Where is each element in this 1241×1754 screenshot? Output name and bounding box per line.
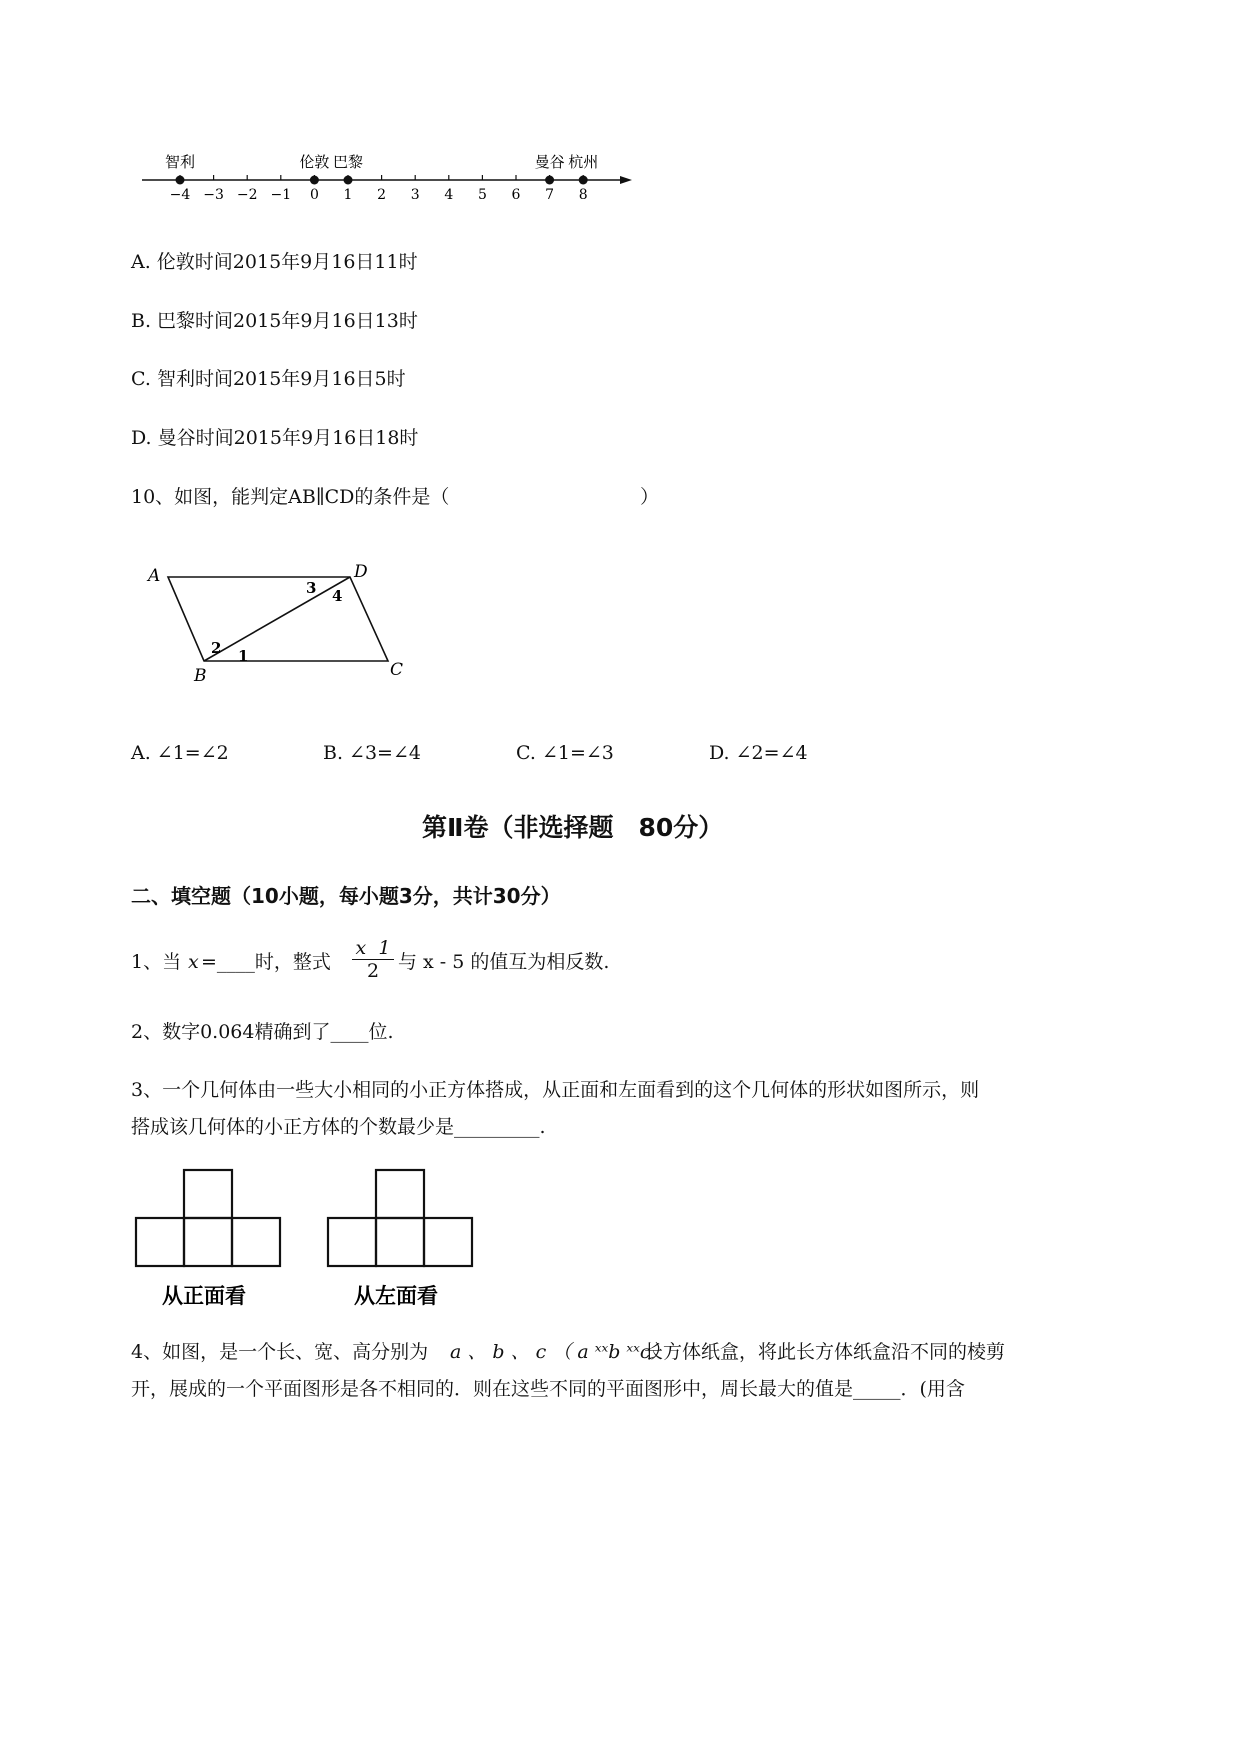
city-point — [545, 176, 554, 185]
left-view-caption: 从左面看 — [354, 1283, 438, 1308]
fill-q3-line2: 搭成该几何体的小正方体的个数最少是_________. — [131, 1116, 546, 1138]
angle-4: 4 — [332, 587, 343, 605]
fill-q1-var: x — [188, 951, 199, 973]
tick-label: 4 — [444, 187, 454, 203]
fill-q3-line1: 3、一个几何体由一些大小相同的小正方体搭成，从正面和左面看到的这个几何体的形状如图所示，则 — [131, 1079, 980, 1101]
city-label: 巴黎 — [332, 153, 364, 171]
city-point — [310, 176, 319, 185]
vertex-a: A — [148, 566, 161, 586]
question-10-stem: 10、如图，能判定AB∥CD的条件是（ — [131, 486, 450, 508]
city-point — [344, 176, 353, 185]
tick-label: 5 — [477, 187, 487, 203]
q10-option-c: C. ∠1=∠3 — [516, 742, 614, 764]
left-view — [328, 1170, 472, 1266]
q10-option-b: B. ∠3=∠4 — [323, 742, 421, 764]
fraction-numerator: x 1 — [355, 937, 391, 959]
fill-q1-suffix: 与 x - 5 的值互为相反数. — [398, 951, 610, 973]
city-point — [176, 176, 185, 185]
question-10-close: ） — [640, 486, 660, 508]
tick-label: −4 — [169, 187, 191, 203]
tick-label: 3 — [410, 187, 420, 203]
option-c: C. 智利时间2015年9月16日5时 — [131, 368, 406, 390]
q10-option-d: D. ∠2=∠4 — [709, 742, 808, 764]
cube-views-figure — [130, 1165, 490, 1315]
angle-1: 1 — [238, 647, 249, 665]
fraction-denominator: 2 — [366, 960, 380, 982]
angle-2: 2 — [211, 639, 222, 657]
fill-q1-mid: =____时，整式 — [201, 951, 331, 973]
fill-q4-vars: a 、 b 、 c （ a ˣˣb ˣˣc） — [450, 1341, 670, 1363]
option-b: B. 巴黎时间2015年9月16日13时 — [131, 310, 418, 332]
fill-q4-line1-start: 4、如图，是一个长、宽、高分别为 — [131, 1341, 429, 1363]
city-point — [579, 176, 588, 185]
tick-label: 7 — [545, 187, 555, 203]
tick-label: 1 — [343, 187, 353, 203]
city-label: 杭州 — [568, 153, 599, 171]
fill-q2: 2、数字0.064精确到了____位. — [131, 1021, 394, 1043]
vertex-c: C — [390, 660, 404, 680]
fraction — [350, 937, 396, 982]
fill-q4-line1-end: 长方体纸盒，将此长方体纸盒沿不同的棱剪 — [644, 1341, 1006, 1363]
tick-label: −2 — [236, 187, 258, 203]
q10-option-a: A. ∠1=∠2 — [131, 742, 229, 764]
section-heading: 二、填空题（10小题，每小题3分，共计30分） — [131, 884, 561, 908]
tick-label: 8 — [578, 187, 588, 203]
option-a: A. 伦敦时间2015年9月16日11时 — [131, 251, 418, 273]
tick-label: −1 — [270, 187, 292, 203]
city-label: 曼谷 — [534, 153, 565, 171]
fill-q4-line2: 开，展成的一个平面图形是各不相同的．则在这些不同的平面图形中，周长最大的值是_____．(用含 — [131, 1378, 965, 1400]
tick-label: 6 — [511, 187, 521, 203]
tick-label: 2 — [377, 187, 387, 203]
city-label: 伦敦 — [299, 153, 330, 171]
tick-label: −3 — [203, 187, 224, 203]
number-line-figure — [140, 150, 640, 210]
option-d: D. 曼谷时间2015年9月16日18时 — [131, 427, 419, 449]
parallelogram-figure — [140, 555, 420, 690]
angle-3: 3 — [306, 579, 317, 597]
tick-label: 0 — [309, 187, 319, 203]
front-view — [136, 1170, 280, 1266]
city-label: 智利 — [164, 153, 196, 171]
section-title: 第Ⅱ卷（非选择题 80分） — [422, 813, 724, 842]
vertex-d: D — [354, 562, 368, 582]
vertex-b: B — [194, 666, 207, 686]
fill-q1-prefix: 1、当 — [131, 951, 182, 973]
front-view-caption: 从正面看 — [162, 1283, 246, 1308]
